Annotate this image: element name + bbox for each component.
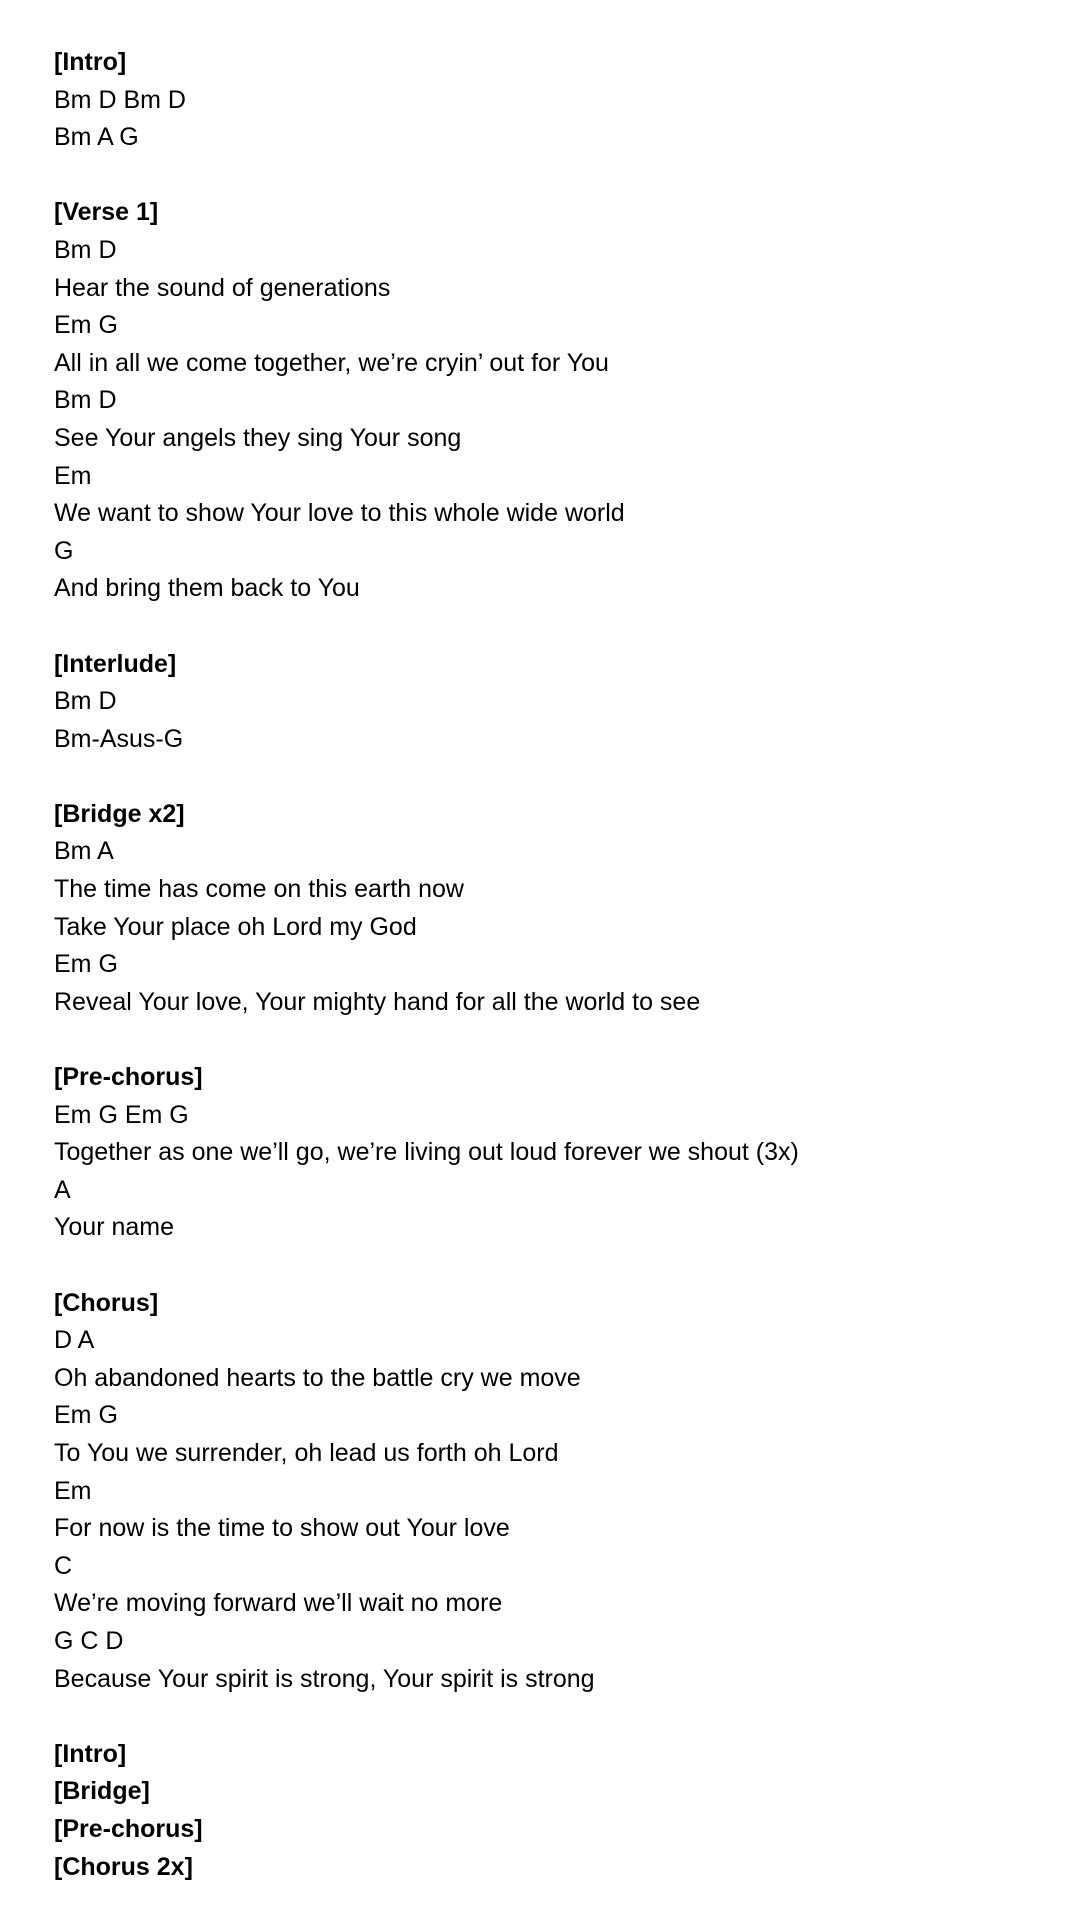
chord-line: G: [54, 536, 74, 565]
section-header: [Verse 1]: [54, 198, 159, 227]
chord-line: Bm A G: [54, 123, 139, 152]
section-header: [Interlude]: [54, 649, 177, 678]
lyric-line: We’re moving forward we’ll wait no more: [54, 1589, 503, 1618]
blank-line: [54, 1698, 1054, 1736]
blank-line: [54, 608, 1054, 646]
lyric-line: Oh abandoned hearts to the battle cry we move: [54, 1363, 581, 1392]
chord-line: Bm D: [54, 687, 117, 716]
chord-line: Em: [54, 461, 92, 490]
section-header: [Chorus]: [54, 1288, 159, 1317]
ending-section-header: [Bridge]: [54, 1777, 150, 1806]
lyric-line: Because Your spirit is strong, Your spirit is strong: [54, 1664, 595, 1693]
chord-line: D A: [54, 1326, 95, 1355]
lyric-line: Take Your place oh Lord my God: [54, 912, 417, 941]
lyric-line: We want to show Your love to this whole wide world: [54, 499, 625, 528]
lyric-line: Hear the sound of generations: [54, 273, 391, 302]
chord-line: Em G: [54, 311, 118, 340]
chord-line: Em G: [54, 1401, 118, 1430]
ending-section-header: [Chorus 2x]: [54, 1852, 193, 1881]
lyric-line: All in all we come together, we’re cryin’ out for You: [54, 348, 609, 377]
ending-section-header: [Intro]: [54, 1739, 127, 1768]
chord-line: Em: [54, 1476, 92, 1505]
chord-line: A: [54, 1175, 71, 1204]
blank-line: [54, 1247, 1054, 1285]
blank-line: [54, 1021, 1054, 1059]
lyric-line: Your name: [54, 1213, 174, 1242]
section-header: [Pre-chorus]: [54, 1063, 203, 1092]
chord-line: Bm D: [54, 386, 117, 415]
chord-line: Bm-Asus-G: [54, 724, 184, 753]
chord-line: Em G: [54, 950, 118, 979]
chord-line: G C D: [54, 1626, 124, 1655]
lyric-line: Together as one we’ll go, we’re living out loud forever we shout (3x): [54, 1138, 799, 1167]
chord-line: Bm D Bm D: [54, 85, 186, 114]
blank-line: [54, 758, 1054, 796]
lyric-line: To You we surrender, oh lead us forth oh Lord: [54, 1438, 559, 1467]
chord-sheet: [54, 44, 1054, 1886]
section-header: [Intro]: [54, 48, 127, 76]
chord-line: Em G Em G: [54, 1100, 189, 1129]
lyric-line: And bring them back to You: [54, 574, 360, 603]
section-header: [Bridge x2]: [54, 799, 185, 828]
lyric-line: Reveal Your love, Your mighty hand for all the world to see: [54, 987, 701, 1016]
lyric-line: See Your angels they sing Your song: [54, 423, 462, 452]
chord-line: C: [54, 1551, 73, 1580]
chord-line: Bm D: [54, 235, 117, 264]
blank-line: [54, 157, 1054, 195]
lyric-line: The time has come on this earth now: [54, 875, 464, 904]
chord-line: Bm A: [54, 837, 114, 866]
ending-section-header: [Pre-chorus]: [54, 1814, 203, 1843]
lyric-line: For now is the time to show out Your love: [54, 1514, 510, 1543]
